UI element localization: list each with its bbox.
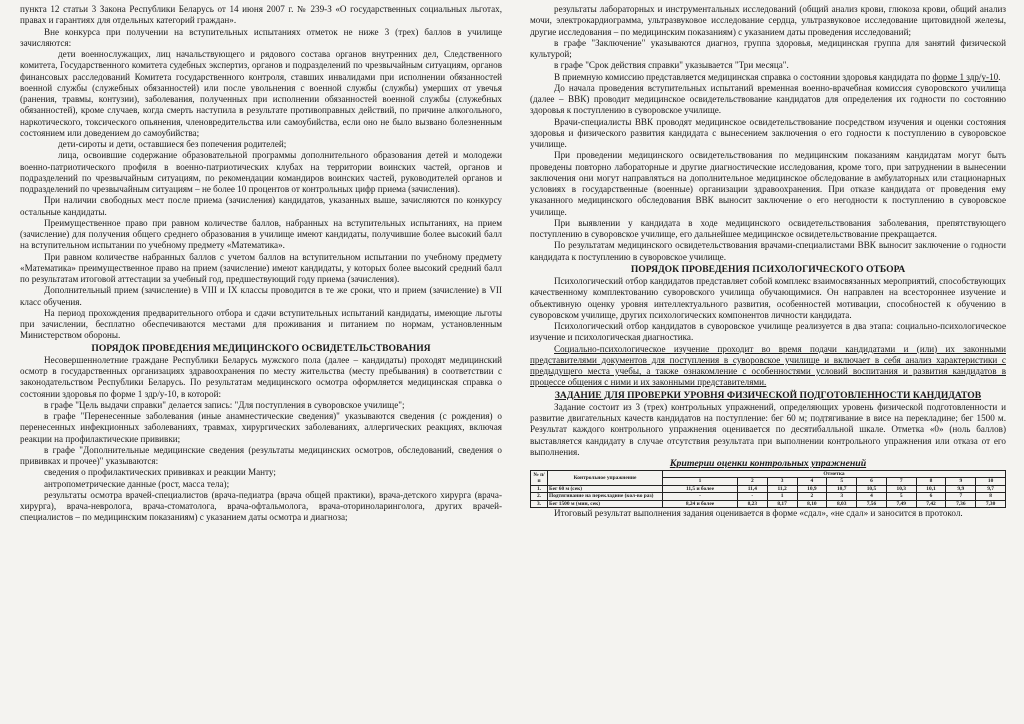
table-cell: 10,3: [886, 485, 916, 492]
table-cell: 11,4: [737, 485, 767, 492]
table-cell: 8,23: [737, 500, 767, 507]
right-column: [530, 4, 1006, 519]
section-heading-psychological: ПОРЯДОК ПРОВЕДЕНИЯ ПСИХОЛОГИЧЕСКОГО ОТБОРА: [630, 263, 906, 275]
paragraph: Несовершеннолетние граждане Республики Беларусь мужского пола (далее – кандидаты) проходят медицинский осмотр в государственных организациях здравоохранения по месту жительства (месту пребывания) в соответствии с законодательством Республики Беларусь. По результатам медицинского осмотра оформляется медицинская справка о состоянии здоровья по форме 1 здр/у-10, в которой:: [20, 354, 502, 399]
table-cell: 11,2: [767, 485, 797, 492]
table-cell: Подтягивание на перекладине (кол-во раз): [548, 493, 663, 500]
column-header: 2: [737, 478, 767, 485]
column-header: 1: [663, 478, 738, 485]
table-cell: 7,56: [857, 500, 887, 507]
table-cell: 8,17: [767, 500, 797, 507]
list-item: дети-сироты и дети, оставшиеся без попечения родителей;: [58, 139, 287, 149]
list-item: антропометрические данные (рост, масса тела);: [44, 478, 230, 489]
column-header: 9: [946, 478, 976, 485]
table-cell: 7: [946, 493, 976, 500]
table-cell: -: [663, 493, 738, 500]
column-header: 5: [827, 478, 857, 485]
criteria-table: [530, 470, 1006, 508]
paragraph: Врачи-специалисты ВВК проводят медицинское освидетельствование посредством изучения и оценки состояния здоровья и физического развития кандидата с вынесением заключения о его годности к поступлению в суворовское училище.: [530, 116, 1006, 149]
table-cell: 3.: [531, 500, 548, 507]
paragraph: Психологический отбор кандидатов в суворовское училище реализуется в два этапа: социально-психологическое изучение и психологическая диагностика.: [530, 321, 1006, 343]
table-cell: 4: [857, 493, 887, 500]
table-cell: -: [737, 493, 767, 500]
table-cell: 8,03: [827, 500, 857, 507]
list-item: лица, освоившие содержание образовательной программы дополнительного образования детей и молодежи военно-патриотического профиля в военно-патриотических клубах на территории воинских частей, органов и подразделений по чрезвычайным ситуациям, по рекомендации командиров воинских частей, руководителей органов и подразделений по чрезвычайным ситуациям – не более 10 процентов от контрольных цифр приема (зачисления).: [20, 150, 502, 194]
left-column: [20, 4, 502, 524]
column-header: № п/п: [531, 471, 548, 486]
column-header: 3: [767, 478, 797, 485]
table-row: [531, 500, 1006, 507]
paragraph: При выявлении у кандидата в ходе медицинского освидетельствования заболевания, препятствующего поступлению в суворовское училище, его дальнейшее медицинское освидетельствование прекращается.: [530, 217, 1006, 239]
paragraph: По результатам медицинского освидетельствования врачами-специалистами ВВК выносит заключение о годности кандидата к поступлению в суворовское училище.: [530, 240, 1006, 262]
paragraph: Дополнительный прием (зачисление) в VIII и IX классы проводится в те же сроки, что и прием (зачисление) в VII класс обучения.: [20, 285, 502, 307]
paragraph: Задание состоит из 3 (трех) контрольных упражнений, определяющих уровень физической подготовленности и развитие двигательных качеств кандидатов на поступление: бег 60 м; подтягивание в висе на перекладине; бег 1500 м. Результат каждого контрольного упражнения оценивается по десятибалльной шкале. Отметка «0» (ноль баллов) выставляется кандидату в случае отсутствия результата при выполнении контрольного упражнения или отказа от его выполнения.: [530, 401, 1006, 457]
paragraph: Психологический отбор кандидатов представляет собой комплекс взаимосвязанных мероприятий, способствующих качественному комплектованию суворовского училища обучающимися. Он направлен на всестороннее изучение и объективную оценку уровня интеллектуального развития, особенностей мотивации, способностей к обучению в суворовском училище, других психологических компонентов личности кандидата.: [530, 276, 1006, 320]
table-title: Критерии оценки контрольных упражнений: [669, 458, 867, 469]
table-cell: 7,49: [886, 500, 916, 507]
column-header: 4: [797, 478, 827, 485]
table-row: [531, 493, 1006, 500]
paragraph: пункта 12 статьи 3 Закона Республики Беларусь от 14 июня 2007 г. № 239-З «О государственных социальных льготах, правах и гарантиях для отдельных категорий граждан».: [20, 4, 502, 26]
paragraph: [530, 72, 1006, 83]
table-cell: 2.: [531, 493, 548, 500]
section-heading-physical: ЗАДАНИЕ ДЛЯ ПРОВЕРКИ УРОВНЯ ФИЗИЧЕСКОЙ ПОДГОТОВЛЕННОСТИ КАНДИДАТОВ: [554, 389, 982, 401]
list-item: дети военнослужащих, лиц начальствующего и рядового состава органов внутренних дел, Следственного комитета, Государственного комитета судебных экспертиз, органов и подразделений по чрезвычайным ситуациям, органов финансовых расследований Комитета государственного контроля, ставших инвалидами при исполнении обязанностей военной службы (служебных обязанностей) или после увольнения с военной службы (службы) умерших от увечья (ранения, травмы, контузии), заболевания, полученных при исполнении обязанностей военной службы (служебных обязанностей), кроме случаев, когда смерть наступила в результате противоправных действий, по причине алкогольного, наркотического, токсического опьянения, членовредительства или самоубийства, если оно не было вызвано болезненным состоянием или доведением до самоубийства;: [20, 49, 502, 138]
table-row: [531, 485, 1006, 492]
paragraph-underlined: [530, 344, 1006, 389]
table-cell: 9,9: [946, 485, 976, 492]
column-header: Отметка: [663, 471, 1006, 478]
column-header: 7: [886, 478, 916, 485]
table-cell: 3: [827, 493, 857, 500]
paragraph: При наличии свободных мест после приема (зачисления) кандидатов, указанных выше, зачисляются по конкурсу остальные кандидаты.: [20, 195, 502, 217]
paragraph: При проведении медицинского освидетельствования по медицинским показаниям кандидатам могут быть проведены повторно лабораторные и другие диагностические исследования, кроме того, при затруднении в вынесении заключения они могут направляться на дополнительное медицинское обследование в амбулаторных или стационарных условиях в государственные (военные) организации здравоохранения. При отказе кандидата от проведения ему указанного медицинского обследования ВВК выносит заключение о его негодности к поступлению в суворовское училище.: [530, 150, 1006, 217]
table-cell: 1: [767, 493, 797, 500]
table-cell: 8,24 и более: [663, 500, 738, 507]
table-cell: 10,1: [916, 485, 946, 492]
column-header: Контрольное упражнение: [548, 471, 663, 486]
list-item: в графе "Дополнительные медицинские сведения (результаты медицинских осмотров, обследований, сведения о прививках и прочее)" указываются:: [20, 444, 502, 466]
underlined-text: Социально-психологическое изучение проходит во время подачи кандидатами и (или) их законными представителями документов для поступления в суворовское училище и включает в себя анализ характеристики с предыдущего места учебы, а также ознакомление с особенностями условий воспитания и развития кандидатов в процессе общения с ними и их законными представителями.: [530, 343, 1006, 388]
table-cell: Бег 1500 м (мин, сек): [548, 500, 663, 507]
text-span: .: [998, 71, 1001, 82]
table-cell: 10,9: [797, 485, 827, 492]
list-item: в графе "Заключение" указываются диагноз, группа здоровья, медицинская группа для занятий физической культурой;: [530, 37, 1006, 59]
table-cell: 7,36: [946, 500, 976, 507]
paragraph: Вне конкурса при получении на вступительных испытаниях отметок не ниже 3 (трех) баллов в училище зачисляются:: [20, 26, 502, 48]
table-cell: 8,10: [797, 500, 827, 507]
table-cell: 1.: [531, 485, 548, 492]
table-cell: 5: [886, 493, 916, 500]
table-cell: Бег 60 м (сек): [548, 485, 663, 492]
table-cell: 7,30: [976, 500, 1006, 507]
column-header: 8: [916, 478, 946, 485]
table-cell: 2: [797, 493, 827, 500]
paragraph: Итоговый результат выполнения задания оценивается в форме «сдал», «не сдал» и заносится в протокол.: [554, 508, 963, 519]
list-item: результаты лабораторных и инструментальных исследований (общий анализ крови, глюкоза крови, общий анализ мочи, электрокардиограмма, ультразвуковое исследование сердца, ультразвуковое исследование щитовидной железы, другие исследования – по медицинским показаниям) с указанием даты проведения исследований;: [530, 4, 1006, 37]
table-cell: 8: [976, 493, 1006, 500]
form-reference-link: форме 1 здр/у-10: [932, 71, 999, 82]
column-header: 6: [857, 478, 887, 485]
column-header: 10: [976, 478, 1006, 485]
table-cell: 10,7: [827, 485, 857, 492]
table-cell: 6: [916, 493, 946, 500]
paragraph: До начала проведения вступительных испытаний временная военно-врачебная комиссия суворовского училища (далее – ВВК) проводит медицинское освидетельствование кандидатов для определения их годности по состоянию здоровья к поступлению в суворовское училище.: [530, 82, 1006, 116]
table-cell: 7,42: [916, 500, 946, 507]
section-heading-medical: ПОРЯДОК ПРОВЕДЕНИЯ МЕДИЦИНСКОГО ОСВИДЕТЕЛЬСТВОВАНИЯ: [91, 342, 431, 354]
paragraph: Преимущественное право при равном количестве баллов, набранных на вступительных испытаниях, на прием (зачисление) для получения общего среднего образования в училище имеют кандидаты, получившие более высокий балл на вступительном испытании по учебному предмету «Математика».: [20, 217, 502, 251]
list-item: результаты осмотра врачей-специалистов (врача-педиатра (врача общей практики), врача-детского хирурга (врача-хирурга), врача-невролога, врача-стоматолога, врача-офтальмолога, врача-оториноларинголога, других врачей-специалистов – по медицинским показаниям) с указанием даты осмотра и диагноза;: [20, 489, 502, 523]
list-item: в графе "Срок действия справки" указывается "Три месяца".: [554, 60, 789, 71]
table-header-row: [531, 471, 1006, 478]
paragraph: При равном количестве набранных баллов с учетом баллов на вступительном испытании по учебному предмету «Математика» преимущественное право на прием (зачисление) имеют кандидаты, у которых более высокий средний балл по результатам итоговой аттестации за учебный год, предшествующий году приема (зачисления).: [20, 251, 502, 284]
list-item: в графе "Цель выдачи справки" делается запись: "Для поступления в суворовское училище";: [44, 399, 405, 410]
table-cell: 10,5: [857, 485, 887, 492]
list-item: сведения о профилактических прививках и реакции Манту;: [44, 467, 276, 478]
table-cell: 9,7: [976, 485, 1006, 492]
table-cell: 11,5 и более: [663, 485, 738, 492]
paragraph: На период прохождения предварительного отбора и сдачи вступительных испытаний кандидаты, имеющие льготы при зачислении, бесплатно обеспечиваются местами для проживания и питанием по нормам, установленным Министерством обороны.: [20, 307, 502, 341]
text-span: В приемную комиссию представляется медицинская справка о состоянии здоровья кандидата по: [554, 71, 933, 82]
list-item: в графе "Перенесенные заболевания (иные анамнестические сведения)" указываются сведения (с рождения) о перенесенных инфекционных заболеваниях, травмах, хирургических заболеваниях, аллергических реакциях, включая реакции на профилактические прививки;: [20, 411, 502, 444]
